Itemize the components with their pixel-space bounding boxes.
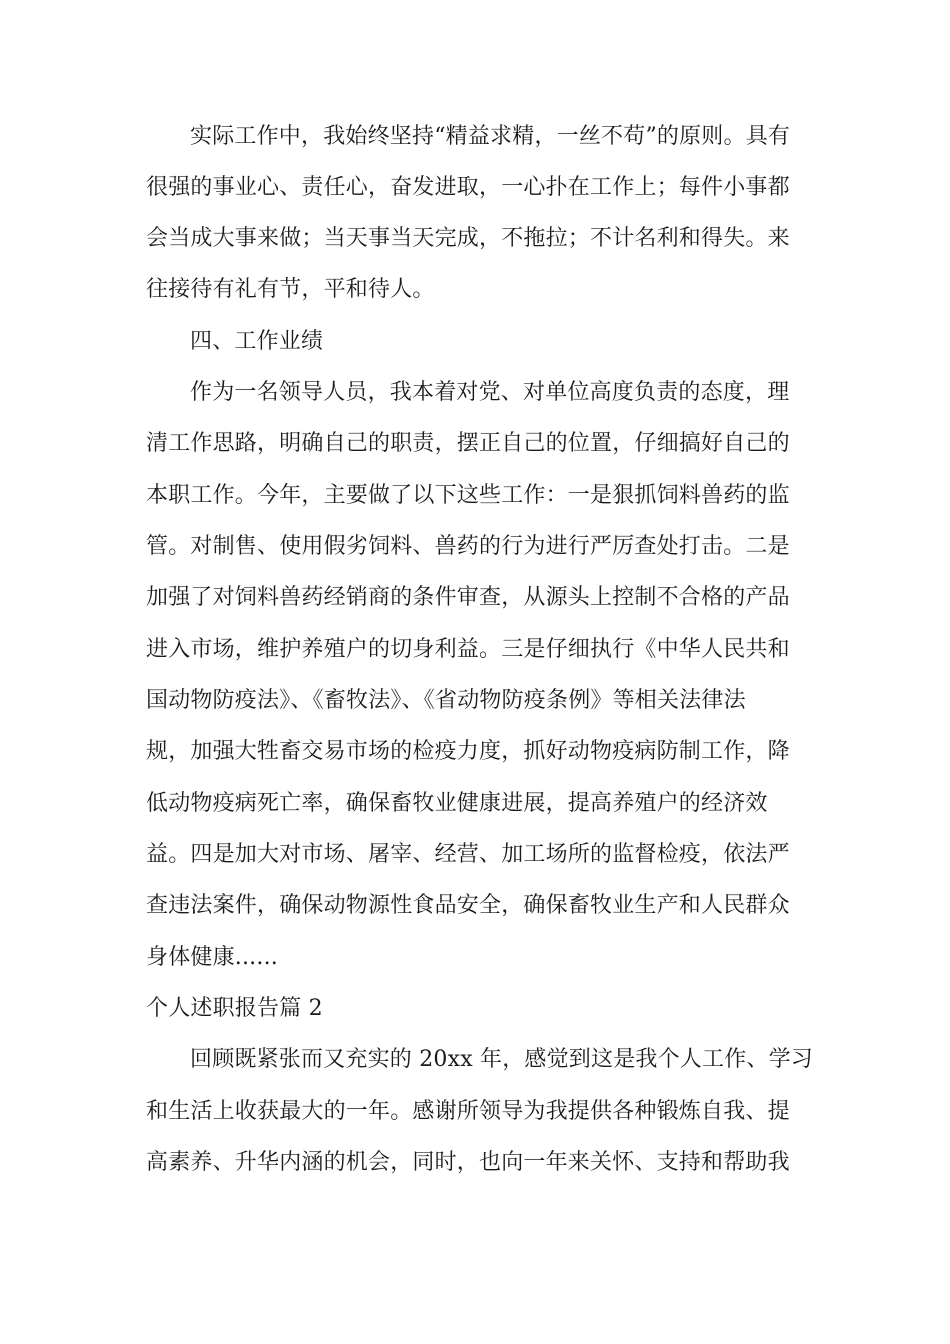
paragraph-line: 和生活上收获最大的一年。感谢所领导为我提供各种锻炼自我、提 bbox=[146, 1099, 790, 1124]
paragraph-line: 管。对制售、使用假劣饲料、兽药的行为进行严厉查处打击。二是 bbox=[146, 534, 790, 559]
paragraph-line: 规，加强大牲畜交易市场的检疫力度，抓好动物疫病防制工作，降 bbox=[146, 739, 790, 764]
report-heading: 个人述职报告篇 2 bbox=[146, 996, 323, 1021]
paragraph-line: 低动物疫病死亡率，确保畜牧业健康进展，提高养殖户的经济效 bbox=[146, 791, 768, 816]
paragraph-line: 会当成大事来做；当天事当天完成，不拖拉；不计名利和得失。来 bbox=[146, 226, 790, 251]
paragraph-line: 益。四是加大对市场、屠宰、经营、加工场所的监督检疫，依法严 bbox=[146, 842, 790, 867]
paragraph-line: 查违法案件，确保动物源性食品安全，确保畜牧业生产和人民群众 bbox=[146, 893, 790, 918]
paragraph-line: 国动物防疫法》、《畜牧法》、《省动物防疫条例》等相关法律法 bbox=[146, 688, 746, 713]
paragraph-line: 回顾既紧张而又充实的 20xx 年，感觉到这是我个人工作、学习 bbox=[190, 1047, 813, 1072]
paragraph-line: 加强了对饲料兽药经销商的条件审查，从源头上控制不合格的产品 bbox=[146, 585, 790, 610]
paragraph-line: 身体健康...... bbox=[146, 945, 278, 970]
paragraph-line: 作为一名领导人员，我本着对党、对单位高度负责的态度，理 bbox=[190, 380, 790, 405]
paragraph-line: 清工作思路，明确自己的职责，摆正自己的位置，仔细搞好自己的 bbox=[146, 431, 790, 456]
paragraph-line: 很强的事业心、责任心，奋发进取，一心扑在工作上；每件小事都 bbox=[146, 175, 790, 200]
section-heading: 四、工作业绩 bbox=[190, 329, 324, 354]
paragraph-line: 本职工作。今年，主要做了以下这些工作：一是狠抓饲料兽药的监 bbox=[146, 483, 790, 508]
paragraph-line: 进入市场，维护养殖户的切身利益。三是仔细执行《中华人民共和 bbox=[146, 637, 790, 662]
paragraph-line: 实际工作中，我始终坚持“精益求精，一丝不苟”的原则。具有 bbox=[190, 124, 791, 149]
paragraph-line: 往接待有礼有节，平和待人。 bbox=[146, 277, 435, 302]
paragraph-line: 高素养、升华内涵的机会，同时，也向一年来关怀、支持和帮助我 bbox=[146, 1150, 790, 1175]
